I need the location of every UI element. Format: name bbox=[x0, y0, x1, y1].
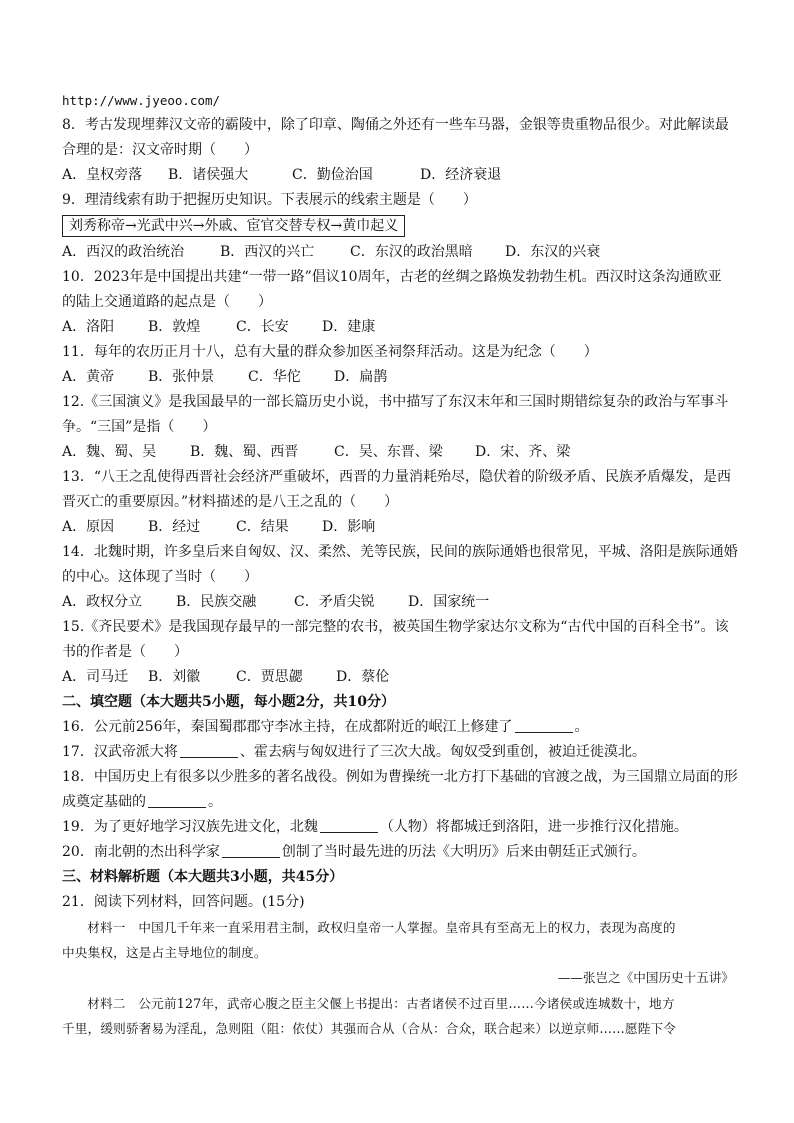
q11-stem: 11．每年的农历正月十八，总有大量的群众参加医圣祠祭拜活动。这是为纪念（ ） bbox=[62, 344, 598, 360]
q15-option-c[interactable]: C．贾思勰 bbox=[236, 669, 303, 685]
q16 bbox=[62, 715, 742, 740]
q10-option-b[interactable]: B．敦煌 bbox=[148, 319, 201, 335]
q8-stem-line1: 8．考古发现埋葬汉文帝的霸陵中，除了印章、陶俑之外还有一些车马器，金银等贵重物品很少。对此解读最 bbox=[62, 117, 729, 133]
q8-option-d[interactable]: D．经济衰退 bbox=[420, 167, 502, 183]
source-url[interactable]: http://www.jyeoo.com/ bbox=[62, 93, 221, 108]
q13-option-a[interactable]: A．原因 bbox=[62, 519, 115, 535]
q17-text-before: 17．汉武帝派大将 bbox=[62, 744, 178, 760]
q19-text-before: 19．为了更好地学习汉族先进文化，北魏 bbox=[62, 819, 318, 835]
q21-material1-line1: 材料一 中国几千年来一直采用君主制，政权归皇帝一人掌握。皇帝具有至高无上的权力，表现为高度的 bbox=[87, 920, 676, 935]
q20-text-after: 创制了当时最先进的历法《大明历》后来由朝廷正式颁行。 bbox=[281, 844, 646, 860]
q13-stem-line1: 13．“八王之乱使得西晋社会经济严重破坏，西晋的力量消耗殆尽，隐伏着的阶级矛盾、民族矛盾爆发，是西 bbox=[62, 469, 731, 485]
q8-option-a[interactable]: A．皇权旁落 bbox=[62, 167, 143, 183]
q11-options bbox=[62, 365, 742, 390]
q12-option-a[interactable]: A．魏、蜀、吴 bbox=[62, 444, 157, 460]
section3-title: 三、材料解析题（本大题共3小题，共45分） bbox=[62, 869, 344, 885]
q14-options bbox=[62, 590, 742, 615]
q12-stem-line2: 争。“三国”是指（ ） bbox=[62, 419, 217, 435]
q11-option-b[interactable]: B．张仲景 bbox=[148, 369, 215, 385]
q14-stem-line2: 的中心。这体现了当时（ ） bbox=[62, 569, 258, 585]
section2-title: 二、填空题（本大题共5小题，每小题2分，共10分） bbox=[62, 694, 395, 710]
q10-options bbox=[62, 315, 742, 340]
q14-option-d[interactable]: D．国家统一 bbox=[408, 594, 490, 610]
q15-option-d[interactable]: D．蔡伦 bbox=[336, 669, 390, 685]
q16-text-after: 。 bbox=[574, 719, 589, 735]
q20-answer-blank[interactable] bbox=[222, 843, 280, 858]
q18-line1: 18．中国历史上有很多以少胜多的著名战役。例如为曹操统一北方打下基础的官渡之战，为三国鼎立局面的形 bbox=[62, 769, 738, 785]
q14-option-a[interactable]: A．政权分立 bbox=[62, 594, 143, 610]
q21-material2-line1: 材料二 公元前127年，武帝心腹之臣主父偃上书提出：古者诸侯不过百里……今诸侯或连城数十，地方 bbox=[87, 996, 675, 1011]
q9-clue-row bbox=[62, 213, 742, 240]
q15-option-a[interactable]: A．司马迁 bbox=[62, 669, 129, 685]
q11-option-a[interactable]: A．黄帝 bbox=[62, 369, 115, 385]
q14-stem-line1: 14．北魏时期，许多皇后来自匈奴、汉、柔然、羌等民族，民间的族际通婚也很常见，平城、洛阳是族际通婚 bbox=[62, 544, 738, 560]
q10-stem-line1: 10．2023年是中国提出共建“一带一路”倡议10周年，古老的丝绸之路焕发勃勃生机。西汉时这条沟通欧亚 bbox=[62, 269, 722, 285]
q12-option-b[interactable]: B．魏、蜀、西晋 bbox=[190, 444, 299, 460]
q9-options bbox=[62, 240, 742, 265]
q13-option-c[interactable]: C．结果 bbox=[236, 519, 289, 535]
q18-text-after: 。 bbox=[208, 794, 222, 810]
q9-stem: 9．理清线索有助于把握历史知识。下表展示的线索主题是（ ） bbox=[62, 192, 477, 208]
q10-stem-line2: 的陆上交通道路的起点是（ ） bbox=[62, 294, 272, 310]
q15-options bbox=[62, 665, 742, 690]
q14-option-c[interactable]: C．矛盾尖锐 bbox=[294, 594, 375, 610]
q13-option-d[interactable]: D．影响 bbox=[322, 519, 376, 535]
q13-options bbox=[62, 515, 742, 540]
q12-stem-line1: 12.《三国演义》是我国最早的一部长篇历史小说，书中描写了东汉末年和三国时期错综复杂的政治与军事斗 bbox=[62, 394, 729, 410]
q14-option-b[interactable]: B．民族交融 bbox=[176, 594, 257, 610]
q8-options bbox=[62, 163, 742, 188]
q11-option-c[interactable]: C．华佗 bbox=[248, 369, 301, 385]
q16-text-before: 16．公元前256年，秦国蜀郡郡守李冰主持，在成都附近的岷江上修建了 bbox=[62, 719, 513, 735]
q19-text-after: （人物）将都城迁到洛阳，进一步推行汉化措施。 bbox=[379, 819, 688, 835]
q13-stem-line2: 晋灭亡的重要原因。”材料描述的是八王之乱的（ ） bbox=[62, 494, 399, 510]
q8-option-b[interactable]: B．诸侯强大 bbox=[168, 167, 249, 183]
q21-material2-line2: 千里，缓则骄奢易为淫乱，急则阻（阻：依仗）其强而合从（合从：合众，联合起来）以逆京师……愿陛下令 bbox=[62, 1021, 677, 1036]
q21-stem: 21．阅读下列材料，回答问题。(15分) bbox=[62, 894, 305, 910]
q17-answer-blank[interactable] bbox=[180, 743, 238, 758]
q10-option-d[interactable]: D．建康 bbox=[322, 319, 376, 335]
q9-option-b[interactable]: B．西汉的兴亡 bbox=[220, 244, 315, 260]
q13-option-b[interactable]: B．经过 bbox=[148, 519, 201, 535]
q15-stem-line1: 15.《齐民要术》是我国现存最早的一部完整的农书，被英国生物学家达尔文称为“古代中国的百科全书”。该 bbox=[62, 619, 729, 635]
q10-option-c[interactable]: C．长安 bbox=[236, 319, 289, 335]
q9-option-a[interactable]: A．西汉的政治统治 bbox=[62, 244, 185, 260]
q9-option-c[interactable]: C．东汉的政治黑暗 bbox=[350, 244, 473, 260]
q8-stem-line2: 合理的是：汉文帝时期（ ） bbox=[62, 142, 258, 158]
q15-option-b[interactable]: B．刘徽 bbox=[148, 669, 201, 685]
q12-option-c[interactable]: C．吴、东晋、梁 bbox=[334, 444, 443, 460]
q9-clue-box: 刘秀称帝→光武中兴→外戚、宦官交替专权→黄巾起义 bbox=[62, 215, 405, 237]
q12-option-d[interactable]: D．宋、齐、梁 bbox=[475, 444, 571, 460]
q8-option-c[interactable]: C．勤俭治国 bbox=[292, 167, 373, 183]
q18-line2 bbox=[62, 790, 742, 815]
q19 bbox=[62, 815, 742, 840]
q17 bbox=[62, 740, 742, 765]
q9-option-d[interactable]: D．东汉的兴衰 bbox=[505, 244, 601, 260]
q20 bbox=[62, 840, 742, 865]
q21-material1-source: ——张岂之《中国历史十五讲》 bbox=[557, 970, 734, 985]
q18-answer-blank[interactable] bbox=[148, 793, 206, 808]
q16-answer-blank[interactable] bbox=[515, 718, 573, 733]
q17-text-after: 、霍去病与匈奴进行了三次大战。匈奴受到重创，被迫迁徙漠北。 bbox=[239, 744, 646, 760]
q11-option-d[interactable]: D．扁鹊 bbox=[334, 369, 388, 385]
q19-answer-blank[interactable] bbox=[320, 818, 378, 833]
q10-option-a[interactable]: A．洛阳 bbox=[62, 319, 115, 335]
exam-page bbox=[62, 88, 742, 1041]
q12-options bbox=[62, 440, 742, 465]
q21-material1-line2: 中央集权，这是占主导地位的制度。 bbox=[62, 945, 267, 960]
q18-text-before: 成奠定基础的 bbox=[62, 794, 146, 810]
q15-stem-line2: 书的作者是（ ） bbox=[62, 644, 188, 660]
q20-text-before: 20．南北朝的杰出科学家 bbox=[62, 844, 220, 860]
